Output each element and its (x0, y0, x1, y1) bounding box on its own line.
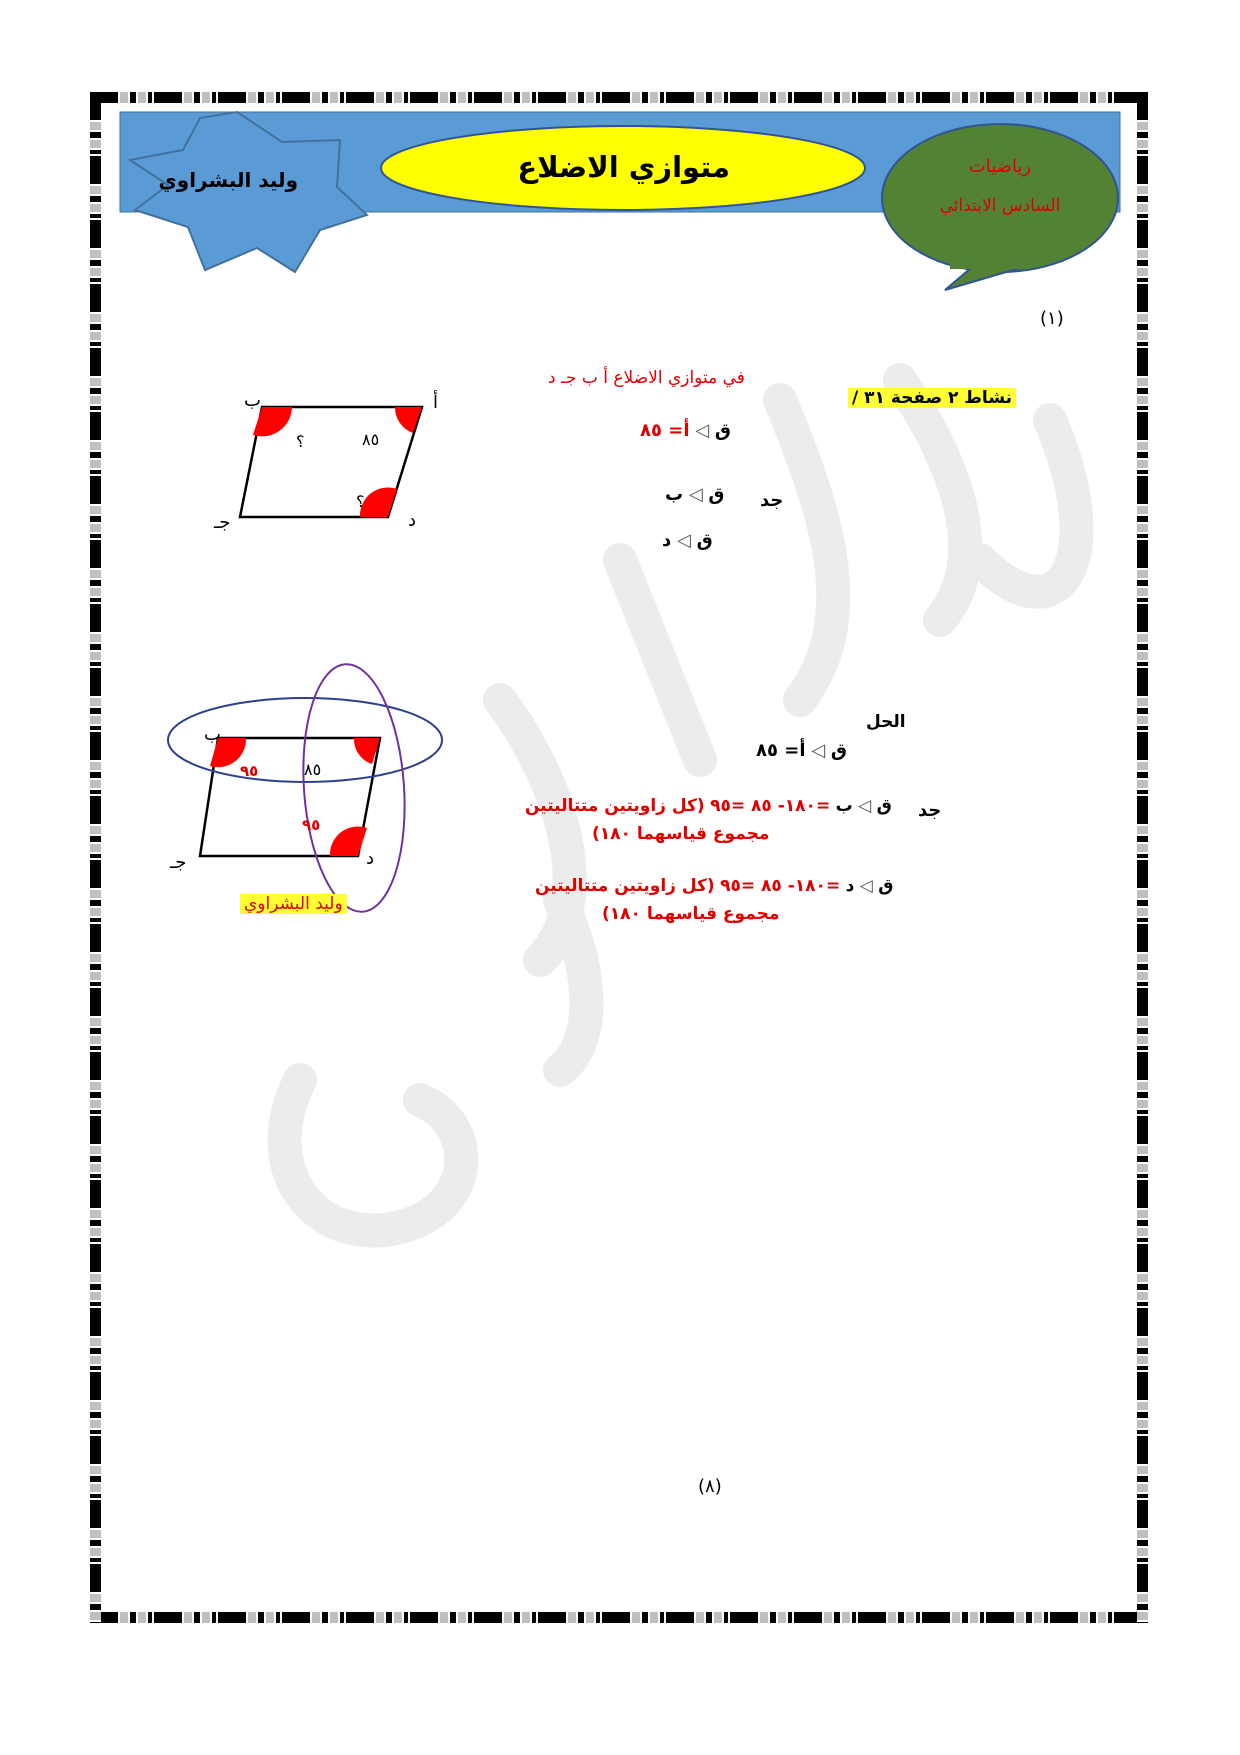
fig1-vertex-c: جـ (214, 512, 231, 533)
parallelogram-figure-2 (160, 660, 460, 930)
angle-b-mark (253, 407, 292, 436)
solution-line-2 (525, 796, 892, 816)
page-number: (٨) (698, 1476, 722, 1497)
author-name: وليد البشراوي (158, 168, 298, 192)
sol3-reason-b: مجموع قياسهما ١٨٠) (602, 904, 780, 924)
solution-find-word: جد (918, 800, 942, 821)
given-rest: أ= ٨٥ (640, 420, 690, 441)
sol2-calc: =١٨٠- ٨٥ =٩٥ (710, 796, 831, 816)
fig1-angle-b-value: ؟ (296, 432, 305, 451)
angle-symbol-icon: ◁ (695, 420, 710, 441)
given-q: ق (714, 420, 731, 441)
fig2-vertex-c: جـ (170, 852, 187, 873)
sol2-letter: ب (835, 796, 853, 816)
sol2-q: ق (876, 796, 892, 816)
find-d-q: ق (696, 530, 713, 551)
find-d-line (662, 530, 713, 551)
angle-symbol-icon: ◁ (688, 484, 703, 505)
fig1-angle-a-value: ٨٥ (362, 430, 380, 449)
fig2-angle-d-mark (330, 827, 367, 856)
sol1-q: ق (830, 740, 847, 761)
fig2-vertex-d: د (366, 848, 375, 869)
parallelogram-figure-1 (200, 385, 460, 545)
angle-symbol-icon: ◁ (811, 740, 826, 761)
solution-line-3 (535, 876, 893, 896)
page-title: متوازي الاضلاع (517, 150, 730, 184)
sol3-reason-a: (كل زاويتين متتاليتين (535, 876, 715, 896)
find-b-q: ق (708, 484, 725, 505)
given-line (640, 420, 731, 441)
sol1-rest: أ= ٨٥ (756, 740, 806, 761)
sol3-q: ق (878, 876, 894, 896)
purple-ellipse (295, 661, 412, 915)
solution-line-1 (756, 740, 847, 761)
sol3-letter: د (845, 876, 855, 896)
activity-intro: في متوازي الاضلاع أ ب جـ د (548, 368, 745, 388)
fig1-vertex-d: د (408, 510, 417, 531)
fig2-angle-d-value: ٩٥ (302, 816, 321, 834)
find-d-letter: د (662, 530, 672, 551)
question-number: (١) (1040, 308, 1064, 329)
sol2-reason-b: مجموع قياسهما ١٨٠) (592, 824, 770, 844)
fig2-angle-b-value: ٩٥ (240, 762, 259, 780)
fig2-vertex-b: ب (204, 724, 221, 745)
angle-d-mark (360, 488, 397, 517)
sol2-reason-a: (كل زاويتين متتاليتين (525, 796, 705, 816)
angle-symbol-icon: ◁ (858, 796, 872, 816)
subject-label: رياضيات (968, 156, 1032, 177)
fig1-vertex-b: ب (244, 390, 261, 411)
fig1-angle-d-value: ؟ (356, 492, 365, 511)
sol3-calc: =١٨٠- ٨٥ =٩٥ (720, 876, 841, 896)
activity-label: نشاط ٢ صفحة ٣١ / (848, 388, 1016, 408)
angle-symbol-icon: ◁ (859, 876, 873, 896)
find-b-line (665, 484, 725, 505)
solution-label: الحل (866, 712, 906, 732)
find-b-letter: ب (665, 484, 684, 505)
fig2-signature: وليد البشراوي (240, 894, 347, 914)
grade-label: السادس الابتدائي (939, 196, 1061, 216)
fig2-angle-a-value: ٨٥ (304, 760, 322, 779)
find-word: جد (760, 490, 784, 511)
angle-symbol-icon: ◁ (676, 530, 691, 551)
fig1-vertex-a: أ (433, 392, 439, 413)
